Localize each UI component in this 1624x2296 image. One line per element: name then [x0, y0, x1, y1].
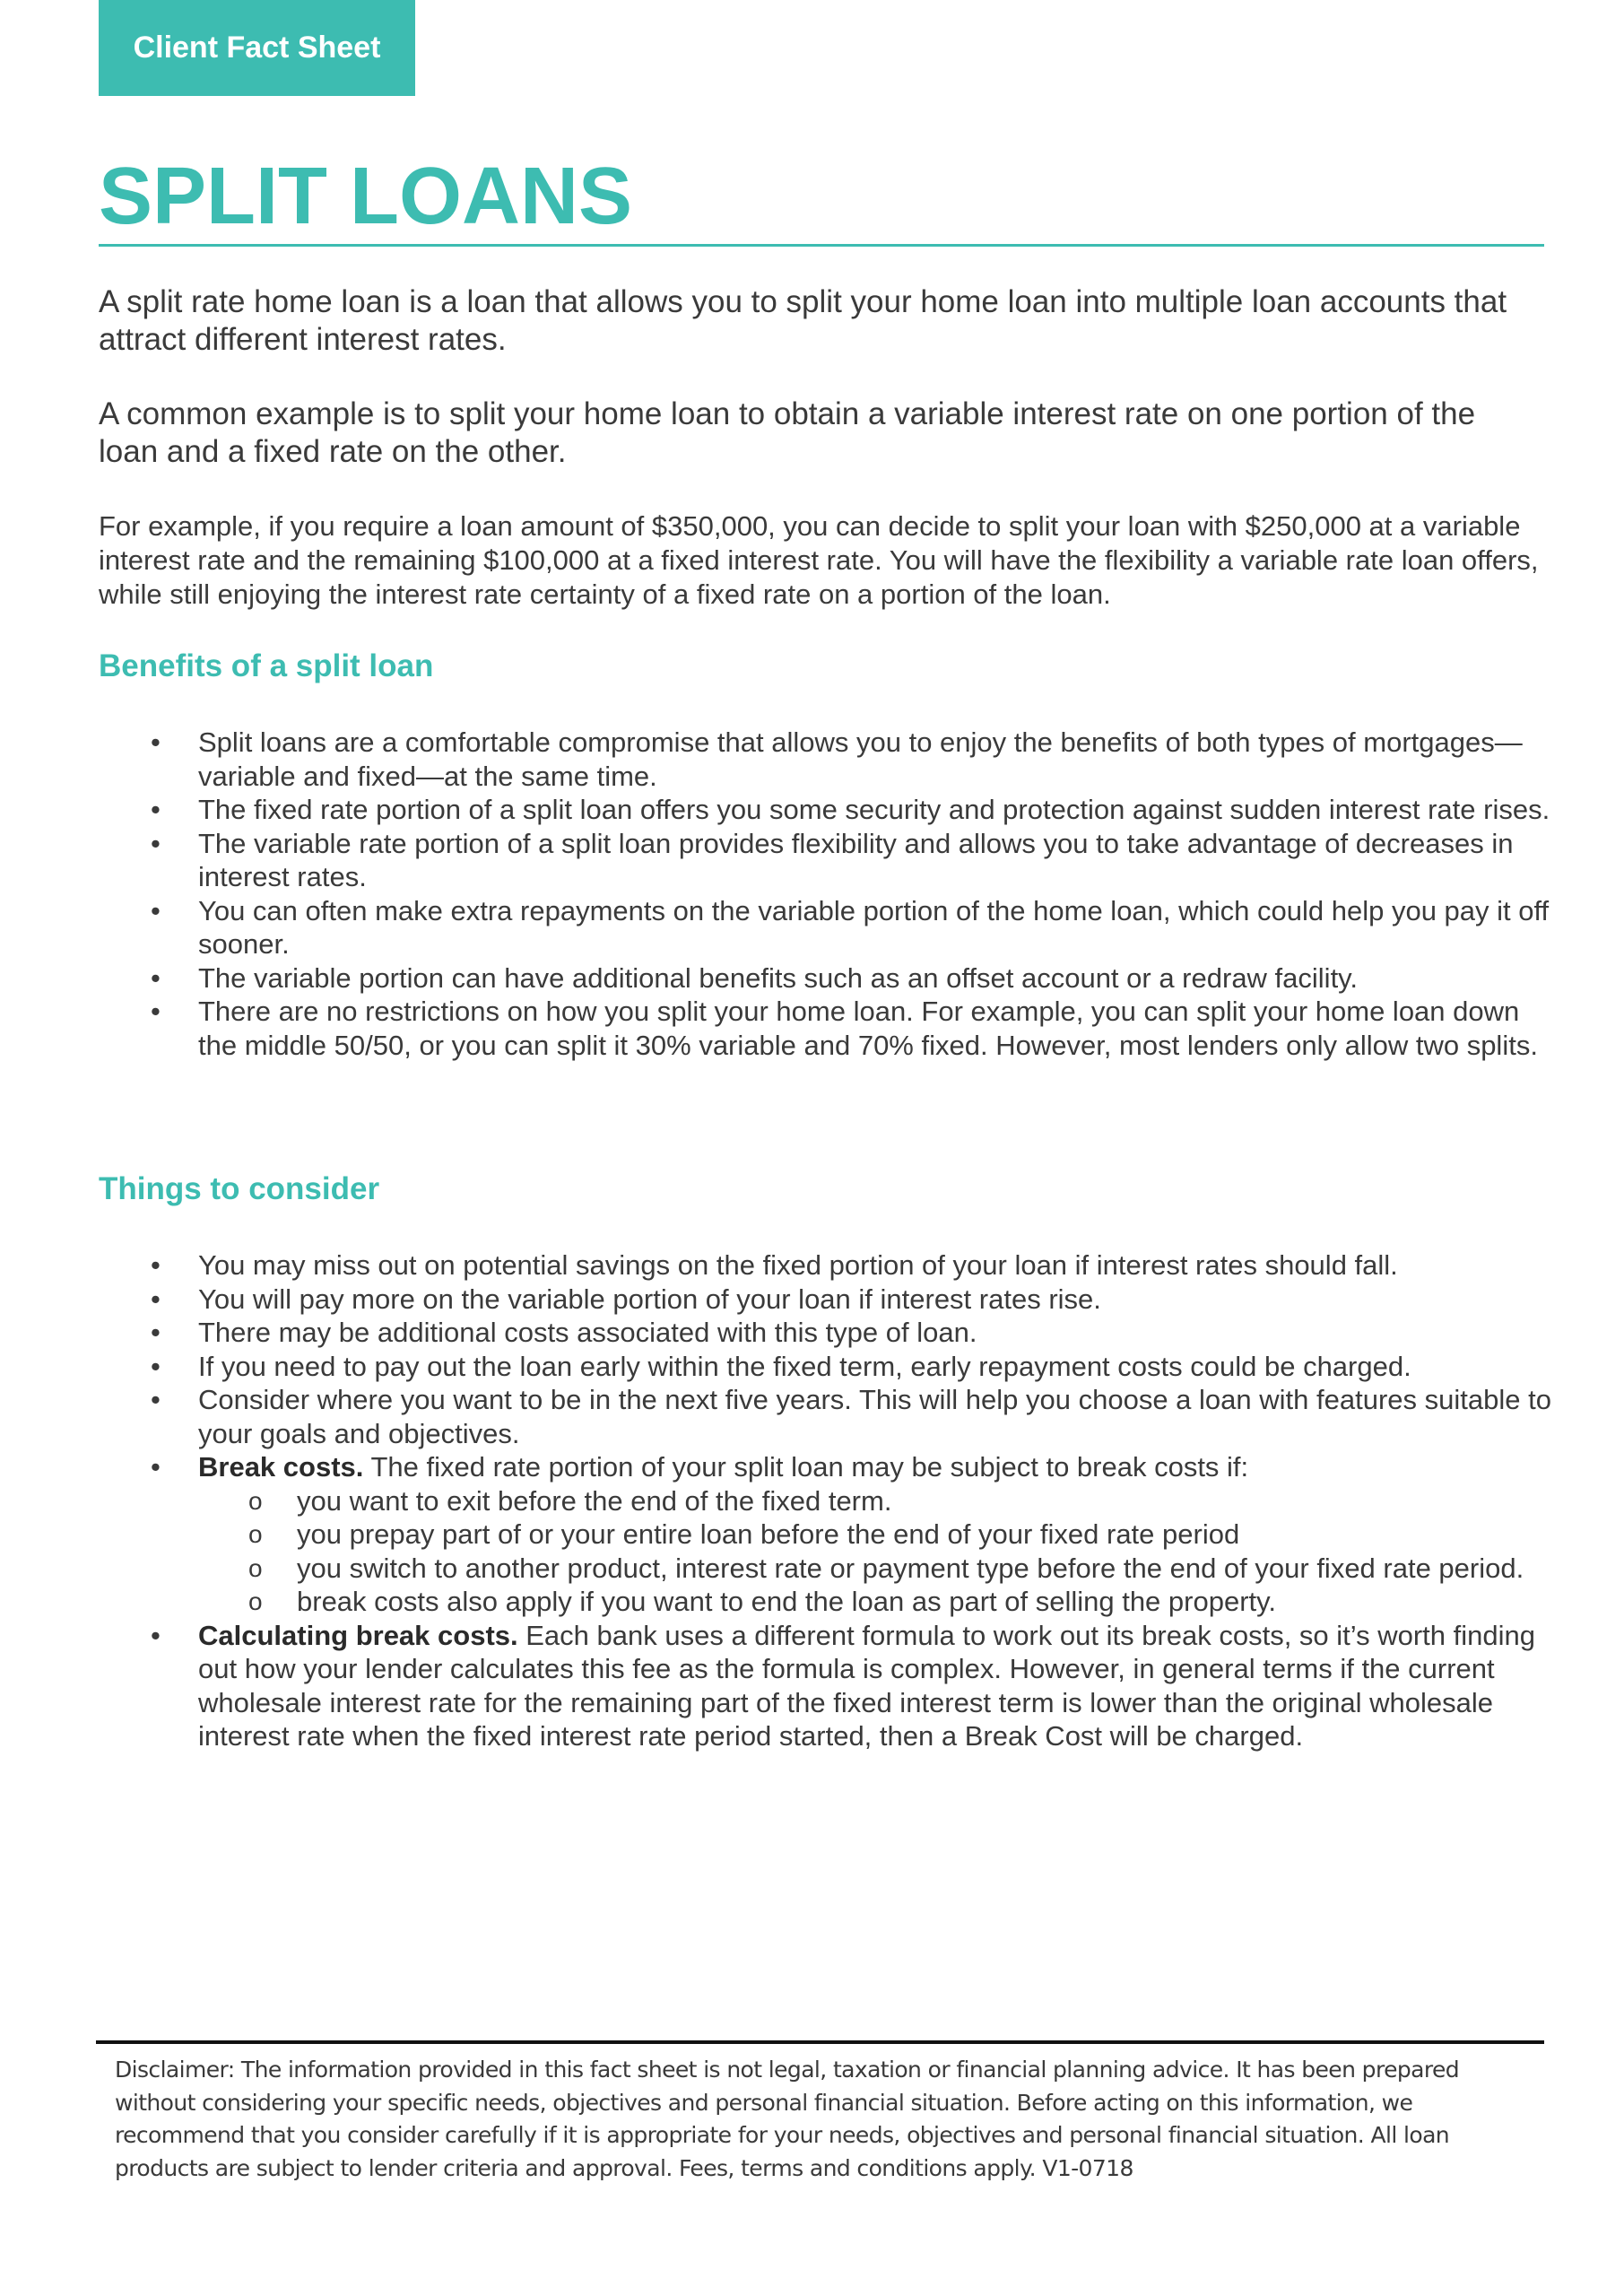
intro-paragraph-2: A common example is to split your home loan to obtain a variable interest rate on one portion of the loan and a fixed rate on the other.	[99, 396, 1476, 469]
list-item: • Consider where you want to be in the next five years. This will help you choose a loan with features suitable to your goals and objectives.	[151, 1384, 1551, 1449]
list-item: • You will pay more on the variable portion of your loan if interest rates rise.	[151, 1283, 1101, 1315]
calculating-break-costs-label: Calculating break costs.	[198, 1619, 518, 1651]
list-item: • The variable rate portion of a split loan provides flexibility and allows you to take advantage of decreases in interest rates.	[151, 827, 1514, 892]
list-item: • If you need to pay out the loan early within the fixed term, early repayment costs could be charged.	[151, 1350, 1411, 1382]
sub-list-item: o you switch to another product, interest rate or payment type before the end of your fixed rate period.	[248, 1552, 1524, 1584]
sub-list-item: o break costs also apply if you want to end the loan as part of selling the property.	[248, 1586, 1276, 1617]
title-divider	[99, 244, 1544, 247]
list-item: • The fixed rate portion of a split loan offers you some security and protection against sudden interest rate rises.	[151, 794, 1550, 825]
list-item: • You can often make extra repayments on the variable portion of the home loan, which could help you pay it off sooner.	[151, 894, 1550, 960]
break-costs-sublist	[198, 1484, 1553, 1619]
list-item: • Split loans are a comfortable compromise that allows you to enjoy the benefits of both types of mortgages—variable and fixed—at the same time.	[151, 726, 1523, 792]
footer-divider	[96, 2040, 1544, 2044]
things-to-consider-heading: Things to consider	[99, 1171, 380, 1206]
intro-paragraph-1: A split rate home loan is a loan that allows you to split your home loan into multiple loan accounts that attract different interest rates.	[99, 284, 1507, 357]
list-item: • There are no restrictions on how you split your home loan. For example, you can split your home loan down the middle 50/50, or you can split it 30% variable and 70% fixed. However, most lenders only allow two splits.	[151, 996, 1538, 1061]
benefits-heading: Benefits of a split loan	[99, 648, 434, 683]
break-costs-label: Break costs.	[198, 1451, 364, 1483]
calculating-break-costs-item: • Calculating break costs. Each bank uses a different formula to work out its break costs, so it’s worth finding out how your lender calculates this fee as the formula is complex. However, in general terms if the current wholesale interest rate for the remaining part of the fixed interest term is lower than the original wholesale interest rate when the fixed interest rate period started, then a Break Cost will be charged.	[151, 1619, 1535, 1752]
list-item: • The variable portion can have additional benefits such as an offset account or a redraw facility.	[151, 961, 1358, 994]
break-costs-item: • Break costs. The fixed rate portion of your split loan may be subject to break costs if: o you want to exit before the end of the fixed term. o you prepay part of or your entire loan before the end of your fixed rate period o you switch to another product, interest rate or payment type before the end of your fixed rate period. o break costs also apply if you want to end the loan as part of selling the property.	[99, 1450, 1553, 1619]
page-title: SPLIT LOANS	[99, 152, 633, 241]
benefits-list	[99, 726, 1553, 1062]
list-item: • There may be additional costs associated with this type of loan.	[151, 1317, 977, 1348]
client-fact-sheet-tag: Client Fact Sheet	[99, 0, 415, 96]
list-item: • You may miss out on potential savings on the fixed portion of your loan if interest rates should fall.	[151, 1249, 1398, 1281]
sub-list-item: o you prepay part of or your entire loan before the end of your fixed rate period	[248, 1518, 1240, 1550]
consider-list	[99, 1248, 1553, 1753]
disclaimer-text: Disclaimer: The information provided in this fact sheet is not legal, taxation or financial planning advice. It has been prepared without considering your specific needs, objectives and personal financial situation. Before acting on this information, we recommend that you consider carefully if it is appropriate for your needs, objectives and personal financial situation. All loan products are subject to lender criteria and approval. Fees, terms and conditions apply. V1-0718	[115, 2057, 1460, 2181]
sub-list-item: o you want to exit before the end of the fixed term.	[248, 1484, 892, 1517]
example-paragraph: For example, if you require a loan amount of $350,000, you can decide to split your loan with $250,000 at a variable interest rate and the remaining $100,000 at a fixed interest rate. You will have the flexibility a variable rate loan offers, while still enjoying the interest rate certainty of a fixed rate on a portion of the loan.	[99, 510, 1539, 610]
